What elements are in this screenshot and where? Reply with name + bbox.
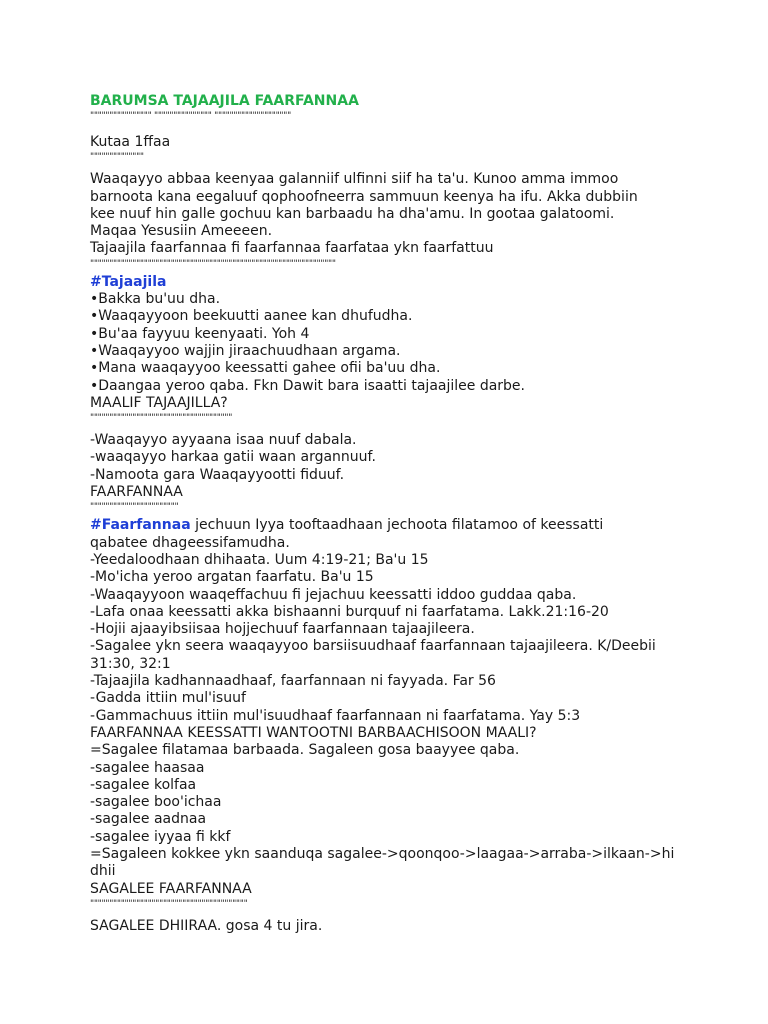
list-item: -Lafa onaa keessatti akka bishaanni burquuf ni faarfatama. Lakk.21:16-20 — [90, 603, 609, 620]
list-item: •Bu'aa fayyuu keenyaati. Yoh 4 — [90, 325, 310, 342]
list-item: •Waaqayyoo wajjin jiraachuudhaan argama. — [90, 342, 401, 359]
list-item: •Bakka bu'uu dha. — [90, 291, 221, 308]
list-item: •Daangaa yeroo qaba. Fkn Dawit bara isaatti tajaajilee darbe. — [90, 377, 525, 394]
list-item: -Yeedaloodhaan dhihaata. Uum 4:19-21; Ba'u 15 — [90, 551, 429, 568]
list-item: •Waaqayyoon beekuutti aanee kan dhufudha. — [90, 308, 413, 325]
kutaa-underline: """""""""""""" — [90, 152, 144, 163]
list-item: -Sagalee ykn seera waaqayyoo barsiisuudhaaf faarfannaan tajaajileera. K/Deebii 31:30, 32:1 — [90, 638, 656, 672]
subtitle: Tajaajila faarfannaa fi faarfannaa faarfataa ykn faarfattuu — [90, 240, 494, 257]
faarfannaa-definition — [90, 517, 650, 552]
list-item: -Tajaajila kadhannaadhaaf, faarfannaan ni fayyada. Far 56 — [90, 673, 496, 690]
maalif-list — [90, 432, 728, 484]
faarfannaa-list — [90, 552, 728, 725]
intro-paragraph: Waaqayyo abbaa keenyaa galanniif ulfinni siif ha ta'u. Kunoo amma immoo barnoota kana eegaluuf qophoofneerra sammuun keenya ha ifu. Akka dubbiin kee nuuf hin galle gochuu kan barbaadu ha dha'amu. In gootaa galatoomi. Maqaa Yesusiin Ameeeen. — [90, 171, 638, 240]
list-item: -sagalee aadnaa — [90, 811, 207, 828]
document-title: BARUMSA TAJAAJILA FAARFANNAA — [90, 93, 359, 109]
list-item: •Mana waaqayyoo keessatti gahee ofii ba'uu dha. — [90, 360, 441, 377]
sagalee-underline: """"""""""""""""""""""""""""""""""""""""" — [90, 898, 248, 909]
maalif-underline: """"""""""""""""""""""""""""""""""""" — [90, 413, 233, 424]
subtitle-underline: """""""""""""""""""""""""""""""""""""""""""""""""""""""""""""""" — [90, 258, 336, 269]
definition-text: jechuun Iyya tooftaadhaan jechoota filatamoo of keessatti qabatee dhageessifamudha. — [90, 517, 604, 551]
list-item: -waaqayyo harkaa gatii waan argannuuf. — [90, 449, 376, 466]
hashtag-tajaajila[interactable]: #Tajaajila — [90, 273, 167, 290]
list-item: -Gadda ittiin mul'isuuf — [90, 690, 246, 707]
list-item: -sagalee iyyaa fi kkf — [90, 828, 231, 845]
list-item: =Sagalee filatamaa barbaada. Sagaleen gosa baayyee qaba. — [90, 742, 520, 759]
list-item: -sagalee haasaa — [90, 759, 205, 776]
list-item: -Mo'icha yeroo argatan faarfatu. Ba'u 15 — [90, 569, 374, 586]
hashtag-faarfannaa[interactable]: #Faarfannaa — [90, 517, 191, 534]
list-item: -Waaqayyo ayyaana isaa nuuf dabala. — [90, 432, 357, 449]
heading-wantootni: FAARFANNAA KEESSATTI WANTOOTNI BARBAACHISOON MAALI? — [90, 724, 537, 741]
title-underline: """""""""""""""" """"""""""""""" """""""""""""""""""" — [90, 111, 291, 121]
list-item: -sagalee kolfaa — [90, 776, 197, 793]
list-item: -Waaqayyoon waaqeffachuu fi jejachuu keessatti iddoo guddaa qaba. — [90, 586, 577, 603]
section-kutaa: Kutaa 1ffaa — [90, 134, 171, 150]
list-item: =Sagaleen kokkee ykn saanduqa sagalee->qoonqoo->laagaa->arraba->ilkaan->hidhii — [90, 845, 675, 880]
list-item: -Gammachuus ittiin mul'isuudhaaf faarfannaan ni faarfatama. Yay 5:3 — [90, 707, 581, 724]
list-item: -Hojii ajaayibsiisaa hojjechuuf faarfannaan tajaajileera. — [90, 621, 475, 638]
heading-maalif: MAALIF TAJAAJILLA? — [90, 394, 228, 411]
faarfannaa-underline: """"""""""""""""""""""" — [90, 502, 179, 513]
list-item: -Namoota gara Waaqayyootti fiduuf. — [90, 466, 345, 483]
list-item: -sagalee boo'ichaa — [90, 794, 222, 811]
sagalee-dhiiraa: SAGALEE DHIIRAA. gosa 4 tu jira. — [90, 917, 323, 934]
tajaajila-list — [90, 291, 728, 395]
heading-faarfannaa: FAARFANNAA — [90, 484, 183, 501]
heading-sagalee: SAGALEE FAARFANNAA — [90, 880, 252, 897]
wantootni-list — [90, 742, 728, 880]
